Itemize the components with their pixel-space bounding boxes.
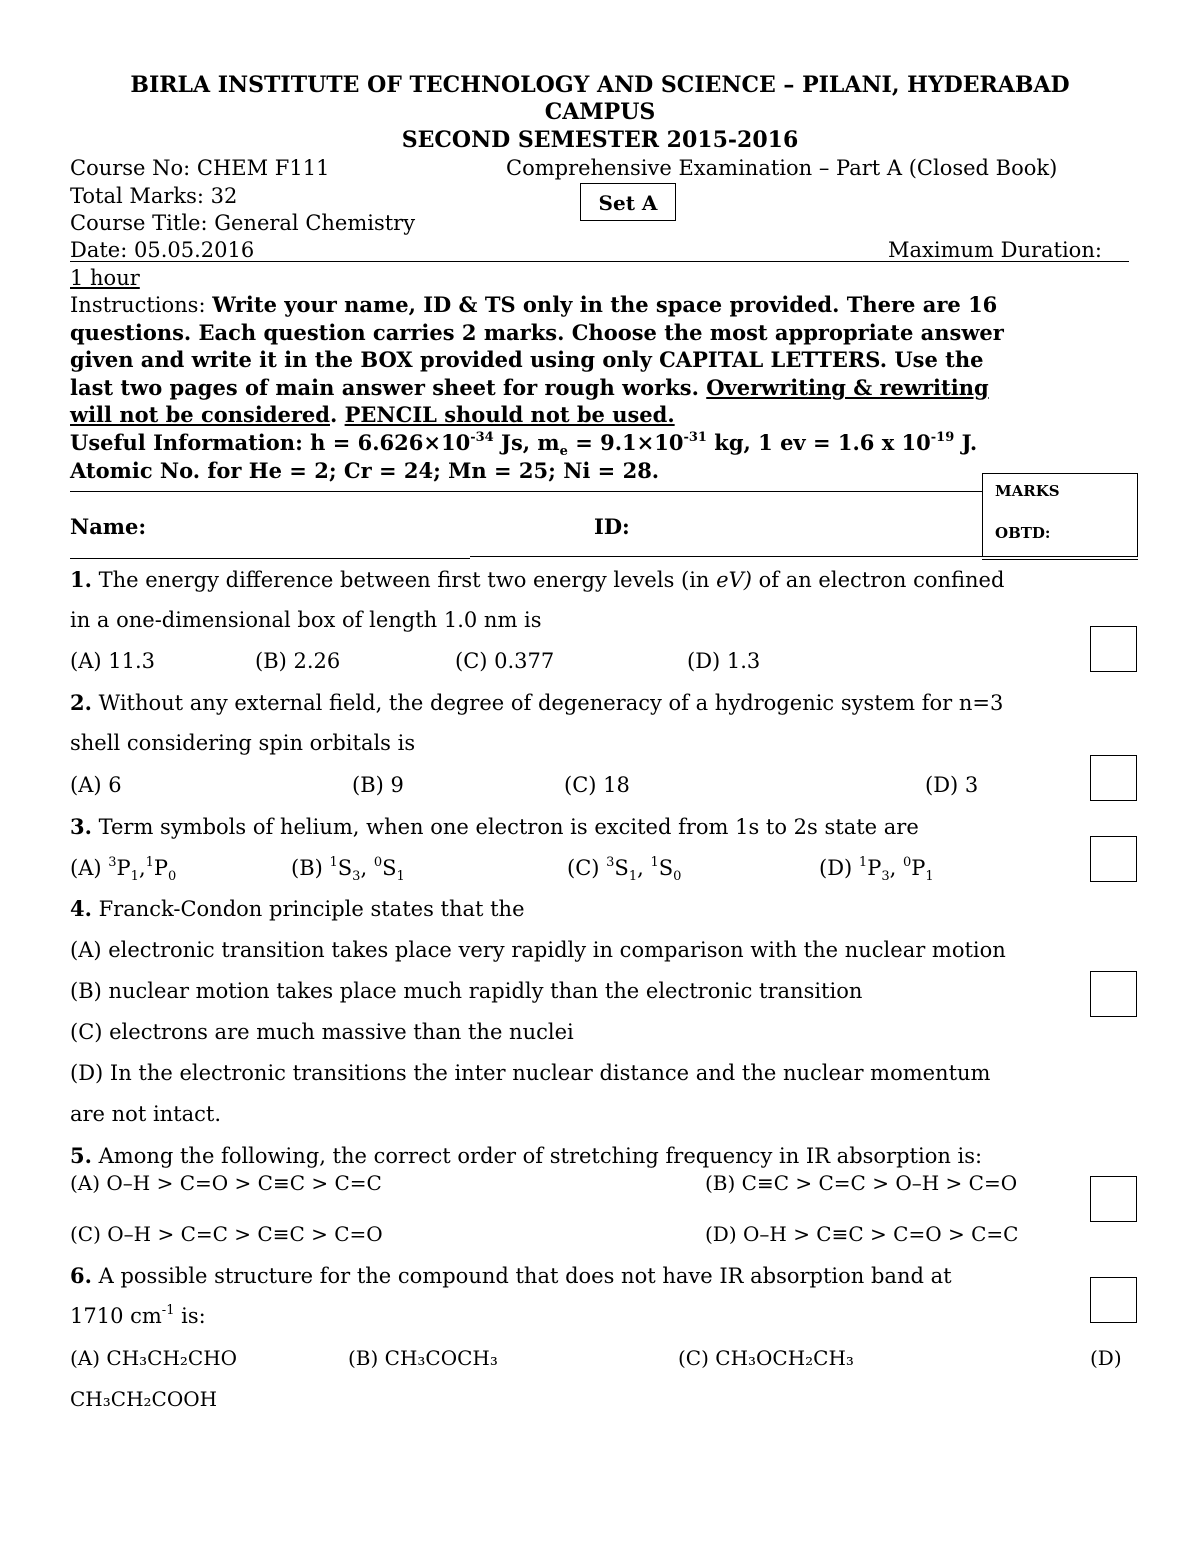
question-6-option-d: (D) bbox=[1090, 1346, 1122, 1370]
question-2-line2: shell considering spin orbitals is bbox=[70, 731, 416, 755]
exam-date: Date: 05.05.2016 bbox=[70, 238, 255, 262]
electron-mass-subscript: e bbox=[559, 444, 568, 459]
info-separator-line bbox=[70, 491, 983, 492]
instructions-text-4a: last two pages of main answer sheet for rough works. bbox=[70, 375, 707, 400]
question-2-option-b: (B) 9 bbox=[352, 773, 404, 797]
duration-value: 1 hour bbox=[70, 266, 140, 290]
question-4-text: Franck-Condon principle states that the bbox=[91, 897, 525, 921]
instructions-label: Instructions: bbox=[70, 293, 213, 317]
marks-label: MARKS bbox=[995, 482, 1060, 500]
atomic-numbers: Atomic No. for He = 2; Cr = 24; Mn = 25; Ni = 28. bbox=[70, 458, 660, 483]
question-6-text: A possible structure for the compound that does not have IR absorption band at bbox=[91, 1264, 952, 1288]
instructions-overwriting-note: Overwriting & rewriting bbox=[706, 375, 989, 400]
id-field-line[interactable] bbox=[470, 556, 983, 557]
question-2-line1 bbox=[70, 690, 1003, 715]
question-6-number: 6. bbox=[70, 1263, 92, 1288]
question-3-option-d-label: (D) bbox=[819, 856, 859, 880]
question-6-line1 bbox=[70, 1263, 952, 1288]
question-4-number: 4. bbox=[70, 896, 92, 921]
question-6-answer-box[interactable] bbox=[1090, 1277, 1137, 1323]
ev-unit: J. bbox=[954, 430, 978, 455]
question-1-text-b: of an electron confined bbox=[751, 568, 1005, 592]
question-5-option-c: (C) O–H > C=C > C≡C > C=O bbox=[70, 1222, 383, 1246]
question-1-line1 bbox=[70, 567, 1004, 592]
planck-constant: Useful Information: h = 6.626×10 bbox=[70, 430, 471, 455]
question-2-text: Without any external field, the degree of degeneracy of a hydrogenic system for n=3 bbox=[91, 691, 1004, 715]
marks-obtained-box bbox=[982, 473, 1138, 557]
question-1-option-b: (B) 2.26 bbox=[255, 649, 341, 673]
question-1-number: 1. bbox=[70, 567, 92, 592]
question-3-option-b-label: (B) bbox=[291, 856, 330, 880]
question-4-option-b: (B) nuclear motion takes place much rapidly than the electronic transition bbox=[70, 979, 863, 1003]
question-6-wavenumber-exponent: -1 bbox=[161, 1303, 175, 1318]
question-3-option-d: (D) $^1P_3$, $^0P_1$ bbox=[819, 855, 934, 884]
electron-mass-value: = 9.1×10 bbox=[567, 430, 684, 455]
question-6-text-end: is: bbox=[174, 1304, 206, 1328]
ev-conversion: kg, 1 ev = 1.6 x 10 bbox=[706, 430, 931, 455]
course-number: Course No: CHEM F111 bbox=[70, 156, 330, 180]
institute-name-line2: CAMPUS bbox=[544, 99, 656, 125]
question-5-line1 bbox=[70, 1143, 982, 1168]
id-label: ID: bbox=[594, 514, 630, 539]
question-5-option-a: (A) O–H > C=O > C≡C > C=C bbox=[70, 1171, 382, 1195]
question-1-line2: in a one-dimensional box of length 1.0 nm is bbox=[70, 608, 542, 632]
question-6-option-a: (A) CH₃CH₂CHO bbox=[70, 1346, 238, 1370]
question-2-option-d: (D) 3 bbox=[925, 773, 979, 797]
question-6-option-d-cont: CH₃CH₂COOH bbox=[70, 1387, 218, 1411]
name-field-line[interactable] bbox=[70, 558, 470, 559]
instructions-line4 bbox=[70, 374, 989, 402]
question-3-answer-box[interactable] bbox=[1090, 836, 1137, 882]
question-3-text: Term symbols of helium, when one electron is excited from 1s to 2s state are bbox=[91, 815, 919, 839]
question-5-option-b: (B) C≡C > C=C > O–H > C=O bbox=[705, 1171, 1018, 1195]
question-2-answer-box[interactable] bbox=[1090, 755, 1137, 801]
question-4-option-d: (D) In the electronic transitions the inter nuclear distance and the nuclear momentum bbox=[70, 1061, 991, 1085]
instructions-line3: given and write it in the BOX provided using only CAPITAL LETTERS. Use the bbox=[70, 347, 984, 372]
question-2-number: 2. bbox=[70, 690, 92, 715]
semester-title: SECOND SEMESTER 2015-2016 bbox=[401, 127, 799, 153]
question-2-option-c: (C) 18 bbox=[564, 773, 630, 797]
question-4-option-a: (A) electronic transition takes place very rapidly in comparison with the nuclear motion bbox=[70, 938, 1006, 962]
electron-mass-exponent: -31 bbox=[683, 430, 707, 445]
question-3-option-c: (C) $^3S_1$, $^1S_0$ bbox=[567, 855, 682, 884]
question-3-option-a-label: (A) bbox=[70, 856, 109, 880]
question-2-option-a: (A) 6 bbox=[70, 773, 122, 797]
instructions-pencil-note: PENCIL should not be used. bbox=[344, 402, 675, 427]
question-3-option-b: (B) $^1S_3$, $^0S_1$ bbox=[291, 855, 405, 884]
electron-mass-label: Js, m bbox=[493, 430, 560, 455]
question-6-wavenumber: 1710 cm bbox=[70, 1304, 162, 1328]
question-4-answer-box[interactable] bbox=[1090, 971, 1137, 1017]
obtained-label: OBTD: bbox=[995, 524, 1051, 542]
instructions-line1 bbox=[70, 291, 1129, 319]
question-3-option-c-label: (C) bbox=[567, 856, 607, 880]
useful-information bbox=[70, 429, 977, 457]
question-5-number: 5. bbox=[70, 1143, 92, 1168]
question-1-unit: eV) bbox=[716, 568, 752, 592]
instructions-line5 bbox=[70, 401, 675, 429]
set-label-box bbox=[580, 183, 676, 221]
question-5-option-d: (D) O–H > C≡C > C=O > C=C bbox=[705, 1222, 1019, 1246]
instructions-text-1: Write your name, ID & TS only in the space provided. There are 16 bbox=[212, 292, 998, 317]
question-3-line1 bbox=[70, 814, 919, 839]
question-1-option-c: (C) 0.377 bbox=[455, 649, 555, 673]
name-label: Name: bbox=[70, 514, 147, 539]
question-5-answer-box[interactable] bbox=[1090, 1176, 1137, 1222]
question-6-option-b: (B) CH₃COCH₃ bbox=[348, 1346, 498, 1370]
planck-exponent: -34 bbox=[470, 430, 494, 445]
instructions-period: . bbox=[329, 402, 345, 427]
question-4-line1 bbox=[70, 896, 525, 921]
ev-exponent: -19 bbox=[930, 430, 955, 445]
set-label: Set A bbox=[598, 191, 658, 215]
question-1-text-a: The energy difference between first two energy levels (in bbox=[91, 568, 717, 592]
question-6-option-c: (C) CH₃OCH₂CH₃ bbox=[678, 1346, 854, 1370]
marks-box-underline bbox=[982, 559, 1138, 560]
question-4-option-c: (C) electrons are much massive than the nuclei bbox=[70, 1020, 574, 1044]
question-1-option-d: (D) 1.3 bbox=[687, 649, 761, 673]
question-3-number: 3. bbox=[70, 814, 92, 839]
question-4-option-d-cont: are not intact. bbox=[70, 1102, 222, 1126]
question-6-line2 bbox=[70, 1304, 206, 1328]
duration-label: Maximum Duration: bbox=[888, 238, 1102, 262]
exam-type: Comprehensive Examination – Part A (Closed Book) bbox=[506, 156, 1058, 180]
institute-name-line1: BIRLA INSTITUTE OF TECHNOLOGY AND SCIENCE – PILANI, HYDERABAD bbox=[130, 72, 1070, 98]
question-5-text: Among the following, the correct order of stretching frequency in IR absorption is: bbox=[91, 1144, 983, 1168]
question-1-answer-box[interactable] bbox=[1090, 626, 1137, 672]
instructions-not-considered: will not be considered bbox=[70, 402, 330, 427]
total-marks: Total Marks: 32 bbox=[70, 184, 238, 208]
course-title: Course Title: General Chemistry bbox=[70, 211, 416, 235]
instructions-line2: questions. Each question carries 2 marks. Choose the most appropriate answer bbox=[70, 320, 1004, 345]
question-3-option-a: (A) $^3P_1,^1P_0$ bbox=[70, 855, 177, 884]
question-1-option-a: (A) 11.3 bbox=[70, 649, 155, 673]
